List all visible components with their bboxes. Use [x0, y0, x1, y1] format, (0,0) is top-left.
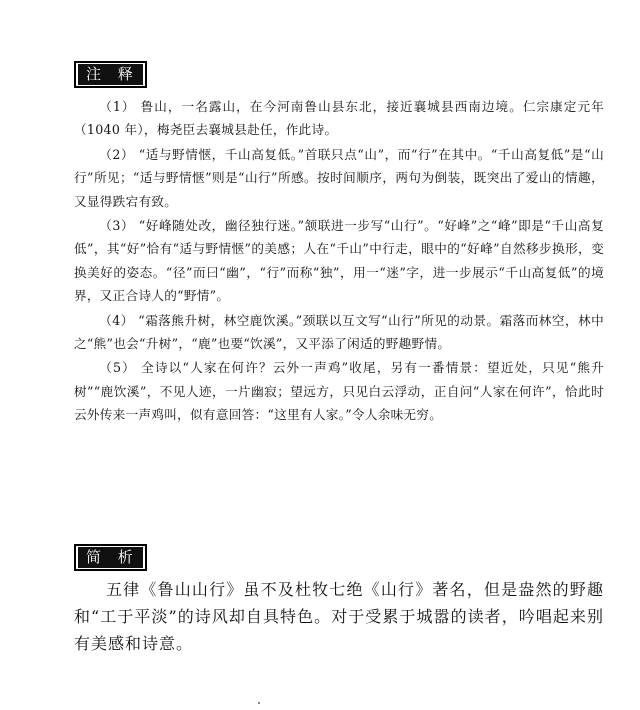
- analysis-paragraph: 五律《鲁山山行》虽不及杜牧七绝《山行》著名，但是盎然的野趣和“工于平淡”的诗风却自具特色。对于受累于城嚣的读者，吟唱起来别有美感和诗意。: [74, 580, 604, 653]
- analysis-body: [74, 576, 604, 657]
- analysis-section-header: [74, 544, 147, 571]
- scan-speck: [258, 702, 260, 704]
- note-item-1: （1） 鲁山，一名露山，在今河南鲁山县东北，接近襄城县西南边境。仁宗康定元年（1040 年），梅尧臣去襄城县赴任，作此诗。: [74, 99, 604, 138]
- notes-header-label: 注 释: [78, 64, 143, 85]
- notes-list: [74, 95, 604, 428]
- note-item-5: （5） 全诗以“人家在何许？云外一声鸡”收尾，另有一番情景：望近处，只见“熊升树”“鹿饮溪”，不见人迹，一片幽寂；望远方，只见白云浮动，正自问“人家在何许”，恰此时云外传来一声鸡叫，似有意回答：“这里有人家。”令人余味无穷。: [74, 360, 604, 423]
- analysis-header-label: 简 析: [78, 547, 143, 568]
- note-item-2: （2） “适与野情惬，千山高复低。”首联只点“山”，而“行”在其中。“千山高复低”是“山行”所见；“适与野情惬”则是“山行”所感。按时间顺序，两句为倒装，既突出了爱山的情趣，又显得跌宕有致。: [74, 146, 604, 209]
- note-item-3: （3） “好峰随处改，幽径独行迷。”颔联进一步写“山行”。“好峰”之“峰”即是“千山高复低”，其“好”恰有“适与野情惬”的美感；人在“千山”中行走，眼中的“好峰”自然移步换形，变换美好的姿态。“径”而曰“幽”，“行”而称“独”，用一“迷”字，进一步展示“千山高复低”的境界，又正合诗人的“野情”。: [74, 218, 604, 304]
- notes-section-header: [74, 61, 147, 88]
- note-item-4: （4） “霜落熊升树，林空鹿饮溪。”颈联以互文写“山行”所见的动景。霜落而林空，林中之“熊”也会“升树”，“鹿”也要“饮溪”，又平添了闲适的野趣野情。: [74, 312, 604, 352]
